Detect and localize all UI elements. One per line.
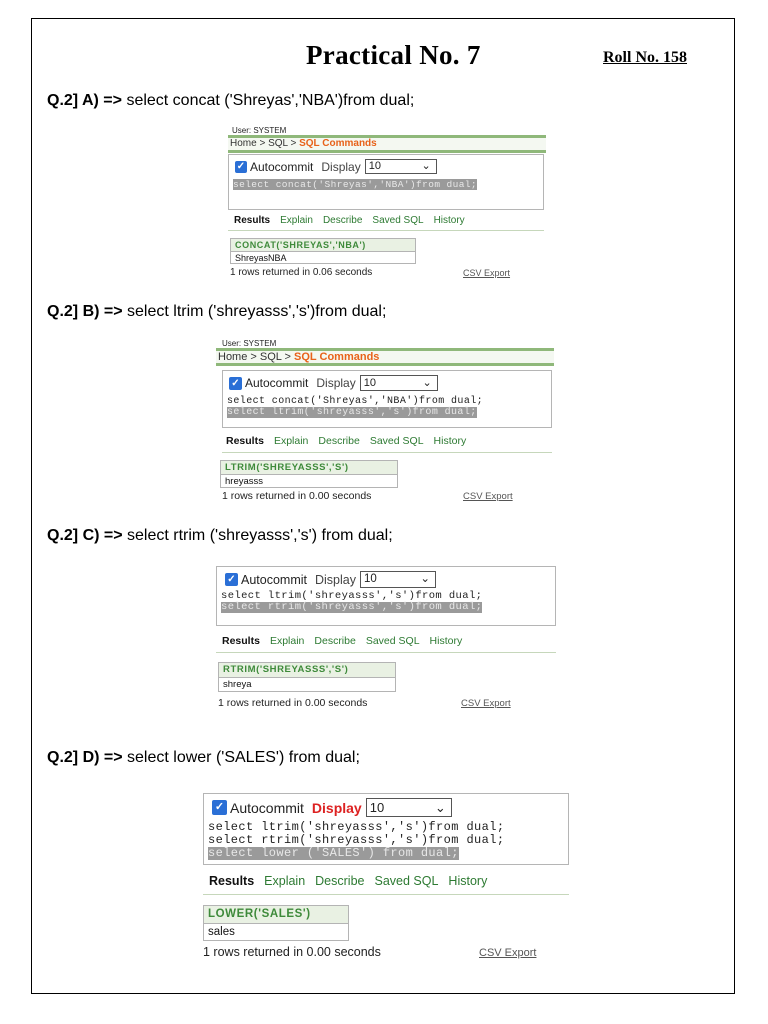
display-select-value: 10 bbox=[368, 160, 381, 172]
sql-code[interactable] bbox=[208, 821, 564, 860]
display-select-value: 10 bbox=[363, 377, 376, 389]
rows-returned: 1 rows returned in 0.06 seconds bbox=[230, 267, 373, 278]
breadcrumb-home[interactable]: Home > SQL > bbox=[230, 138, 300, 149]
sql-editor[interactable] bbox=[203, 793, 569, 865]
result-column-header: LOWER('SALES') bbox=[204, 906, 348, 924]
display-label: Display bbox=[321, 159, 361, 174]
tabs-divider bbox=[228, 230, 544, 231]
sql-code[interactable] bbox=[227, 396, 547, 418]
autocommit-label: Autocommit bbox=[241, 572, 307, 587]
code-line: select rtrim('shreyasss','s')from dual; bbox=[208, 833, 505, 847]
roll-number: Roll No. 158 bbox=[603, 49, 687, 66]
result-table bbox=[230, 238, 416, 264]
autocommit-label: Autocommit bbox=[230, 799, 304, 816]
result-column-header: RTRIM('SHREYASSS','S') bbox=[219, 663, 395, 678]
control-row bbox=[229, 375, 551, 391]
display-select[interactable] bbox=[365, 159, 437, 174]
code-line: select rtrim('shreyasss','s')from dual; bbox=[221, 601, 483, 613]
question-b bbox=[47, 303, 386, 321]
question-d bbox=[47, 749, 360, 767]
sql-code[interactable] bbox=[233, 179, 539, 190]
tab-explain[interactable]: Explain bbox=[269, 635, 305, 647]
result-cell: shreya bbox=[223, 679, 252, 690]
chevron-down-icon: ⌄ bbox=[422, 377, 432, 389]
code-line: select lower ('SALES') from dual; bbox=[208, 846, 459, 860]
autocommit-checkbox[interactable]: ✓ bbox=[212, 800, 227, 815]
screenshot-c bbox=[216, 566, 558, 712]
display-select[interactable] bbox=[360, 571, 436, 588]
question-b-query: select ltrim ('shreyasss','s')from dual; bbox=[127, 303, 387, 320]
breadcrumb bbox=[216, 348, 554, 366]
screenshot-b bbox=[216, 339, 554, 505]
result-table bbox=[220, 460, 398, 488]
csv-export-link[interactable]: CSV Export bbox=[463, 268, 511, 278]
csv-export-link[interactable]: CSV Export bbox=[479, 947, 537, 959]
result-cell: sales bbox=[208, 926, 235, 938]
breadcrumb bbox=[228, 135, 546, 153]
tab-describe[interactable]: Describe bbox=[314, 635, 356, 647]
question-a-label: Q.2] A) => bbox=[47, 92, 122, 109]
tab-history[interactable]: History bbox=[429, 635, 463, 647]
display-select[interactable] bbox=[366, 798, 452, 817]
breadcrumb-current: SQL Commands bbox=[294, 351, 380, 363]
sql-editor[interactable] bbox=[216, 566, 556, 626]
display-select-value: 10 bbox=[364, 573, 377, 585]
rows-returned: 1 rows returned in 0.00 seconds bbox=[203, 945, 381, 959]
tab-explain[interactable]: Explain bbox=[273, 435, 309, 447]
tab-explain[interactable]: Explain bbox=[280, 215, 313, 226]
autocommit-label: Autocommit bbox=[245, 376, 309, 390]
control-row bbox=[212, 798, 568, 817]
sql-code[interactable] bbox=[221, 591, 551, 613]
result-column-header: CONCAT('SHREYAS','NBA') bbox=[231, 239, 415, 252]
tab-results[interactable]: Results bbox=[234, 215, 271, 226]
chevron-down-icon: ⌄ bbox=[420, 573, 430, 585]
autocommit-checkbox[interactable]: ✓ bbox=[229, 377, 242, 390]
breadcrumb-home[interactable]: Home > SQL > bbox=[218, 351, 295, 363]
page-title: Practical No. 7 bbox=[306, 40, 481, 70]
question-a bbox=[47, 92, 414, 110]
breadcrumb-current: SQL Commands bbox=[299, 138, 377, 149]
question-c-label: Q.2] C) => bbox=[47, 527, 123, 544]
tab-results[interactable]: Results bbox=[226, 435, 264, 447]
tab-saved-sql[interactable]: Saved SQL bbox=[365, 635, 420, 647]
screenshot-d bbox=[203, 793, 571, 965]
rows-returned: 1 rows returned in 0.00 seconds bbox=[222, 490, 372, 502]
question-c bbox=[47, 527, 393, 545]
csv-export-link[interactable]: CSV Export bbox=[461, 698, 511, 709]
result-table bbox=[218, 662, 396, 692]
autocommit-checkbox[interactable]: ✓ bbox=[236, 160, 246, 172]
display-label: Display bbox=[316, 376, 356, 390]
tab-history[interactable]: History bbox=[433, 215, 465, 226]
csv-export-link[interactable]: CSV Export bbox=[463, 491, 513, 502]
tab-saved-sql[interactable]: Saved SQL bbox=[369, 435, 424, 447]
code-line: select ltrim('shreyasss','s')from dual; bbox=[221, 590, 483, 602]
code-line: select concat('Shreyas','NBA')from dual; bbox=[233, 179, 478, 190]
result-table bbox=[203, 905, 349, 941]
result-cell: hreyasss bbox=[225, 476, 264, 487]
control-row bbox=[235, 159, 543, 174]
question-c-query: select rtrim ('shreyasss','s') from dual; bbox=[127, 527, 393, 544]
display-select[interactable] bbox=[360, 375, 438, 391]
result-column-header: LTRIM('SHREYASSS','S') bbox=[221, 461, 397, 475]
tab-describe[interactable]: Describe bbox=[315, 874, 365, 888]
user-label: User: SYSTEM bbox=[222, 339, 277, 348]
tabs-divider bbox=[216, 652, 556, 653]
user-label: User: SYSTEM bbox=[232, 126, 287, 135]
question-b-label: Q.2] B) => bbox=[47, 303, 123, 320]
code-line: select concat('Shreyas','NBA')from dual; bbox=[227, 396, 484, 407]
code-line: select ltrim('shreyasss','s')from dual; bbox=[208, 820, 505, 834]
result-tabs bbox=[234, 215, 475, 226]
rows-returned: 1 rows returned in 0.00 seconds bbox=[218, 697, 368, 709]
tabs-divider bbox=[222, 452, 552, 453]
tab-describe[interactable]: Describe bbox=[318, 435, 360, 447]
display-label: Display bbox=[311, 799, 362, 816]
screenshot-a bbox=[228, 126, 546, 282]
display-label: Display bbox=[315, 572, 356, 587]
tab-explain[interactable]: Explain bbox=[264, 874, 306, 888]
tab-results[interactable]: Results bbox=[209, 874, 255, 888]
autocommit-checkbox[interactable]: ✓ bbox=[225, 573, 238, 586]
question-d-query: select lower ('SALES') from dual; bbox=[127, 749, 360, 766]
tab-results[interactable]: Results bbox=[222, 635, 260, 647]
result-tabs bbox=[226, 435, 476, 447]
result-tabs bbox=[222, 635, 472, 647]
chevron-down-icon: ⌄ bbox=[421, 160, 431, 172]
display-select-value: 10 bbox=[369, 800, 385, 815]
control-row bbox=[225, 571, 555, 588]
sql-editor[interactable] bbox=[228, 154, 544, 210]
result-tabs bbox=[209, 874, 497, 888]
question-a-query: select concat ('Shreyas','NBA')from dual; bbox=[126, 92, 415, 109]
tab-describe[interactable]: Describe bbox=[322, 215, 363, 226]
result-cell: ShreyasNBA bbox=[235, 253, 287, 263]
tab-history[interactable]: History bbox=[433, 435, 467, 447]
sql-editor[interactable] bbox=[222, 370, 552, 428]
tab-saved-sql[interactable]: Saved SQL bbox=[374, 874, 439, 888]
tab-saved-sql[interactable]: Saved SQL bbox=[372, 215, 424, 226]
code-line: select ltrim('shreyasss','s')from dual; bbox=[227, 407, 477, 418]
chevron-down-icon: ⌄ bbox=[434, 800, 446, 815]
tab-history[interactable]: History bbox=[448, 874, 488, 888]
tabs-divider bbox=[203, 894, 569, 895]
question-d-label: Q.2] D) => bbox=[47, 749, 123, 766]
autocommit-label: Autocommit bbox=[250, 159, 314, 174]
